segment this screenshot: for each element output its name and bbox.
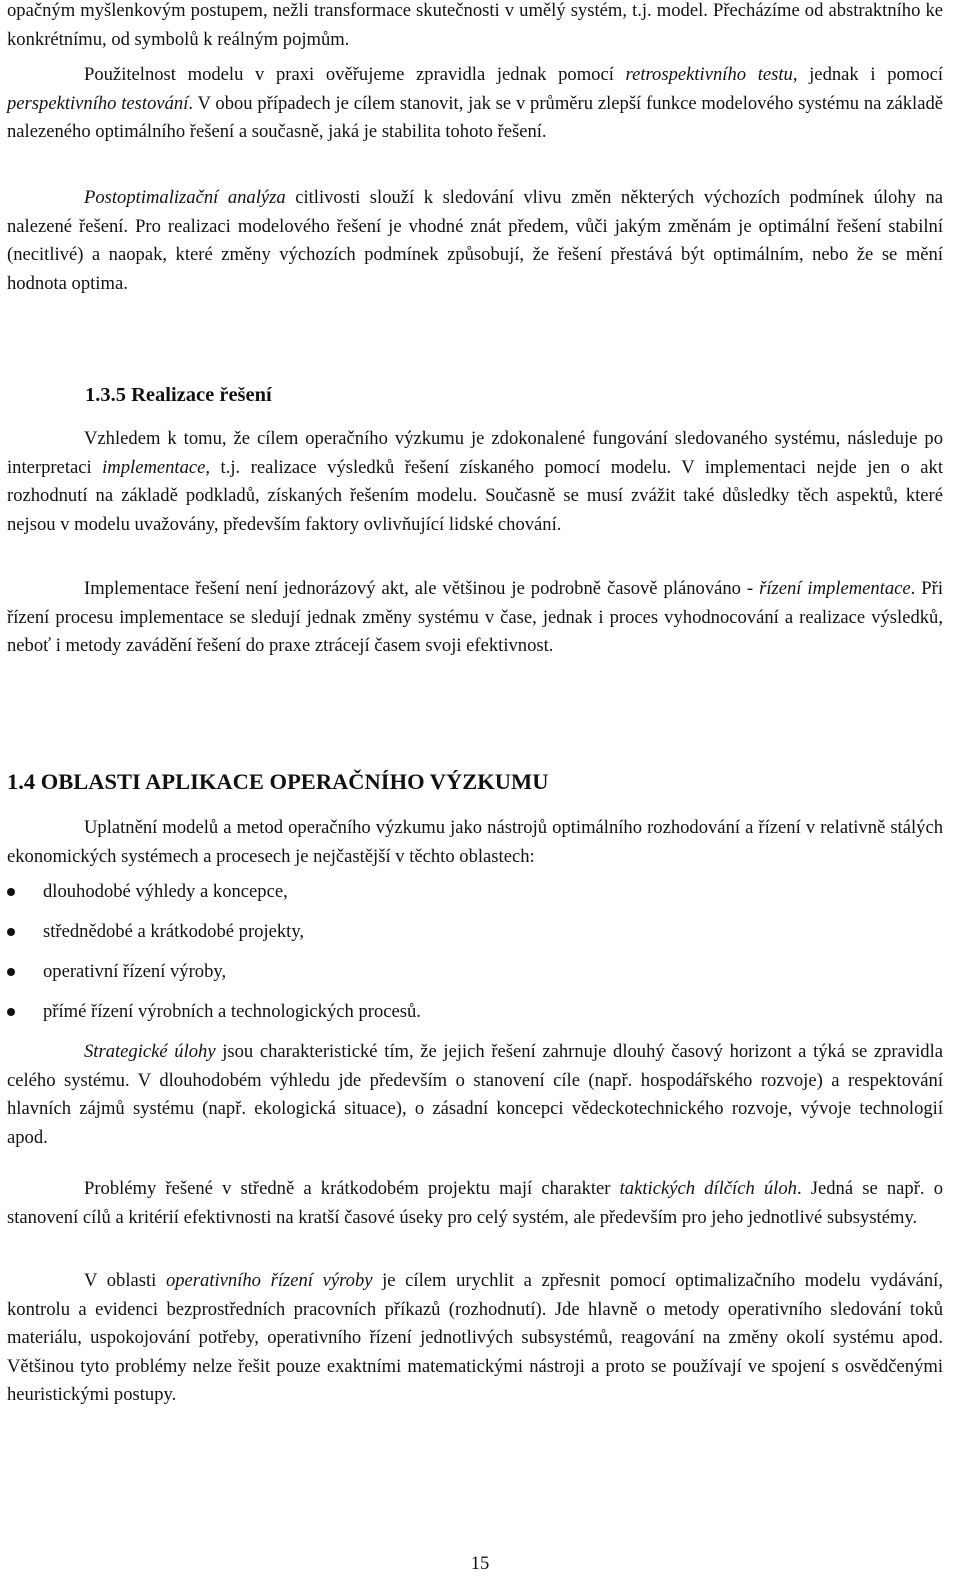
paragraph-tactical-tasks: Problémy řešené v středně a krátkodobém projektu mají charakter taktických dílčích úloh. Jedná se např. o stanovení cílů a kritérií efektivnosti na kratší časové úseky pro celý systém, ale především pro jeho jednotlivé subsystémy.: [7, 1178, 943, 1228]
paragraph-strategic-tasks: Strategické úlohy jsou charakteristické tím, že jejich řešení zahrnuje dlouhý časový horizont a týká se zpravidla celého systému. V dlouhodobém výhledu jde především o stanovení cíle (např. hospodářského rozvoje) a respektování hlavních zájmů systému (např. ekologická situace), o zásadní koncepci vědeckotechnického rozvoje, vývoje technologií apod.: [7, 1041, 944, 1148]
paragraph-postoptimization: Postoptimalizační analýza citlivosti slouží k sledování vlivu změn některých výchozích podmínek úlohy na nalezené řešení. Pro realizaci modelového řešení je vhodné znát předem, vůči jakým změnám je optimální řešení stabilní (necitlivé) a naopak, které změny výchozích podmínek způsobují, že řešení přestává být optimálním, nebo že se mění hodnota optima.: [7, 187, 944, 294]
section-heading-1-3-5: 1.3.5 Realizace řešení: [85, 384, 272, 406]
list-item: dlouhodobé výhledy a koncepce,: [7, 878, 943, 918]
paragraph-application-areas: Uplatnění modelů a metod operačního výzkumu jako nástrojů optimálního rozhodování a řízení v relativně stálých ekonomických systémech a procesech je nejčastější v těchto oblastech:: [7, 817, 943, 867]
bullet-icon: [7, 968, 15, 976]
paragraph-implementation-control: Implementace řešení není jednorázový akt, ale většinou je podrobně časově plánováno - řízení implementace. Při řízení procesu implementace se sledují jednak změny systému v čase, jednak i proces vyhodnocování a realizace výsledků, neboť i metody zavádění řešení do praxe ztrácejí časem svoji efektivnost.: [7, 578, 943, 657]
bullet-icon: [7, 1008, 15, 1016]
paragraph-model-transformation: opačným myšlenkovým postupem, nežli transformace skutečnosti v umělý systém, t.j. model. Přecházíme od abstraktního ke konkrétnímu, od symbolů k reálným pojmům.: [7, 0, 943, 50]
section-heading-1-4: 1.4 OBLASTI APLIKACE OPERAČNÍHO VÝZKUMU: [7, 769, 549, 794]
page-number: 15: [470, 1553, 490, 1574]
list-item: přímé řízení výrobních a technologických procesů.: [7, 998, 943, 1038]
paragraph-operational-control: V oblasti operativního řízení výroby je cílem urychlit a zpřesnit pomocí optimalizačního modelu vydávání, kontrolu a evidenci bezprostředních pracovních příkazů (rozhodnutí). Jde hlavně o metody operativního sledování toků materiálu, uspokojování potřeby, operativního řízení jednotlivých subsystémů, reagování na změny okolí systému apod. Většinou tyto problémy nelze řešit pouze exaktními matematickými nástroji a proto se používají ve spojení s osvědčenými heuristickými postupy.: [7, 1270, 943, 1406]
paragraph-implementation: Vzhledem k tomu, že cílem operačního výzkumu je zdokonalené fungování sledovaného systému, následuje po interpretaci implementace, t.j. realizace výsledků řešení získaného pomocí modelu. V implementaci nejde jen o akt rozhodnutí na základě podkladů, získaných řešením modelu. Současně se musí zvážit také důsledky těch aspektů, které nejsou v modelu uvažovány, především faktory ovlivňující lidské chování.: [7, 428, 943, 535]
bullet-icon: [7, 928, 15, 936]
list-item: střednědobé a krátkodobé projekty,: [7, 918, 943, 958]
paragraph-model-usability: Použitelnost modelu v praxi ověřujeme zpravidla jednak pomocí retrospektivního testu, jednak i pomocí perspektivního testování. V obou případech je cílem stanovit, jak se v průměru zlepší funkce modelového systému na základě nalezeného optimálního řešení a současně, jaká je stabilita tohoto řešení.: [7, 64, 943, 143]
list-item: operativní řízení výroby,: [7, 958, 943, 998]
bullet-icon: [7, 888, 15, 896]
application-areas-list: [7, 878, 943, 1038]
